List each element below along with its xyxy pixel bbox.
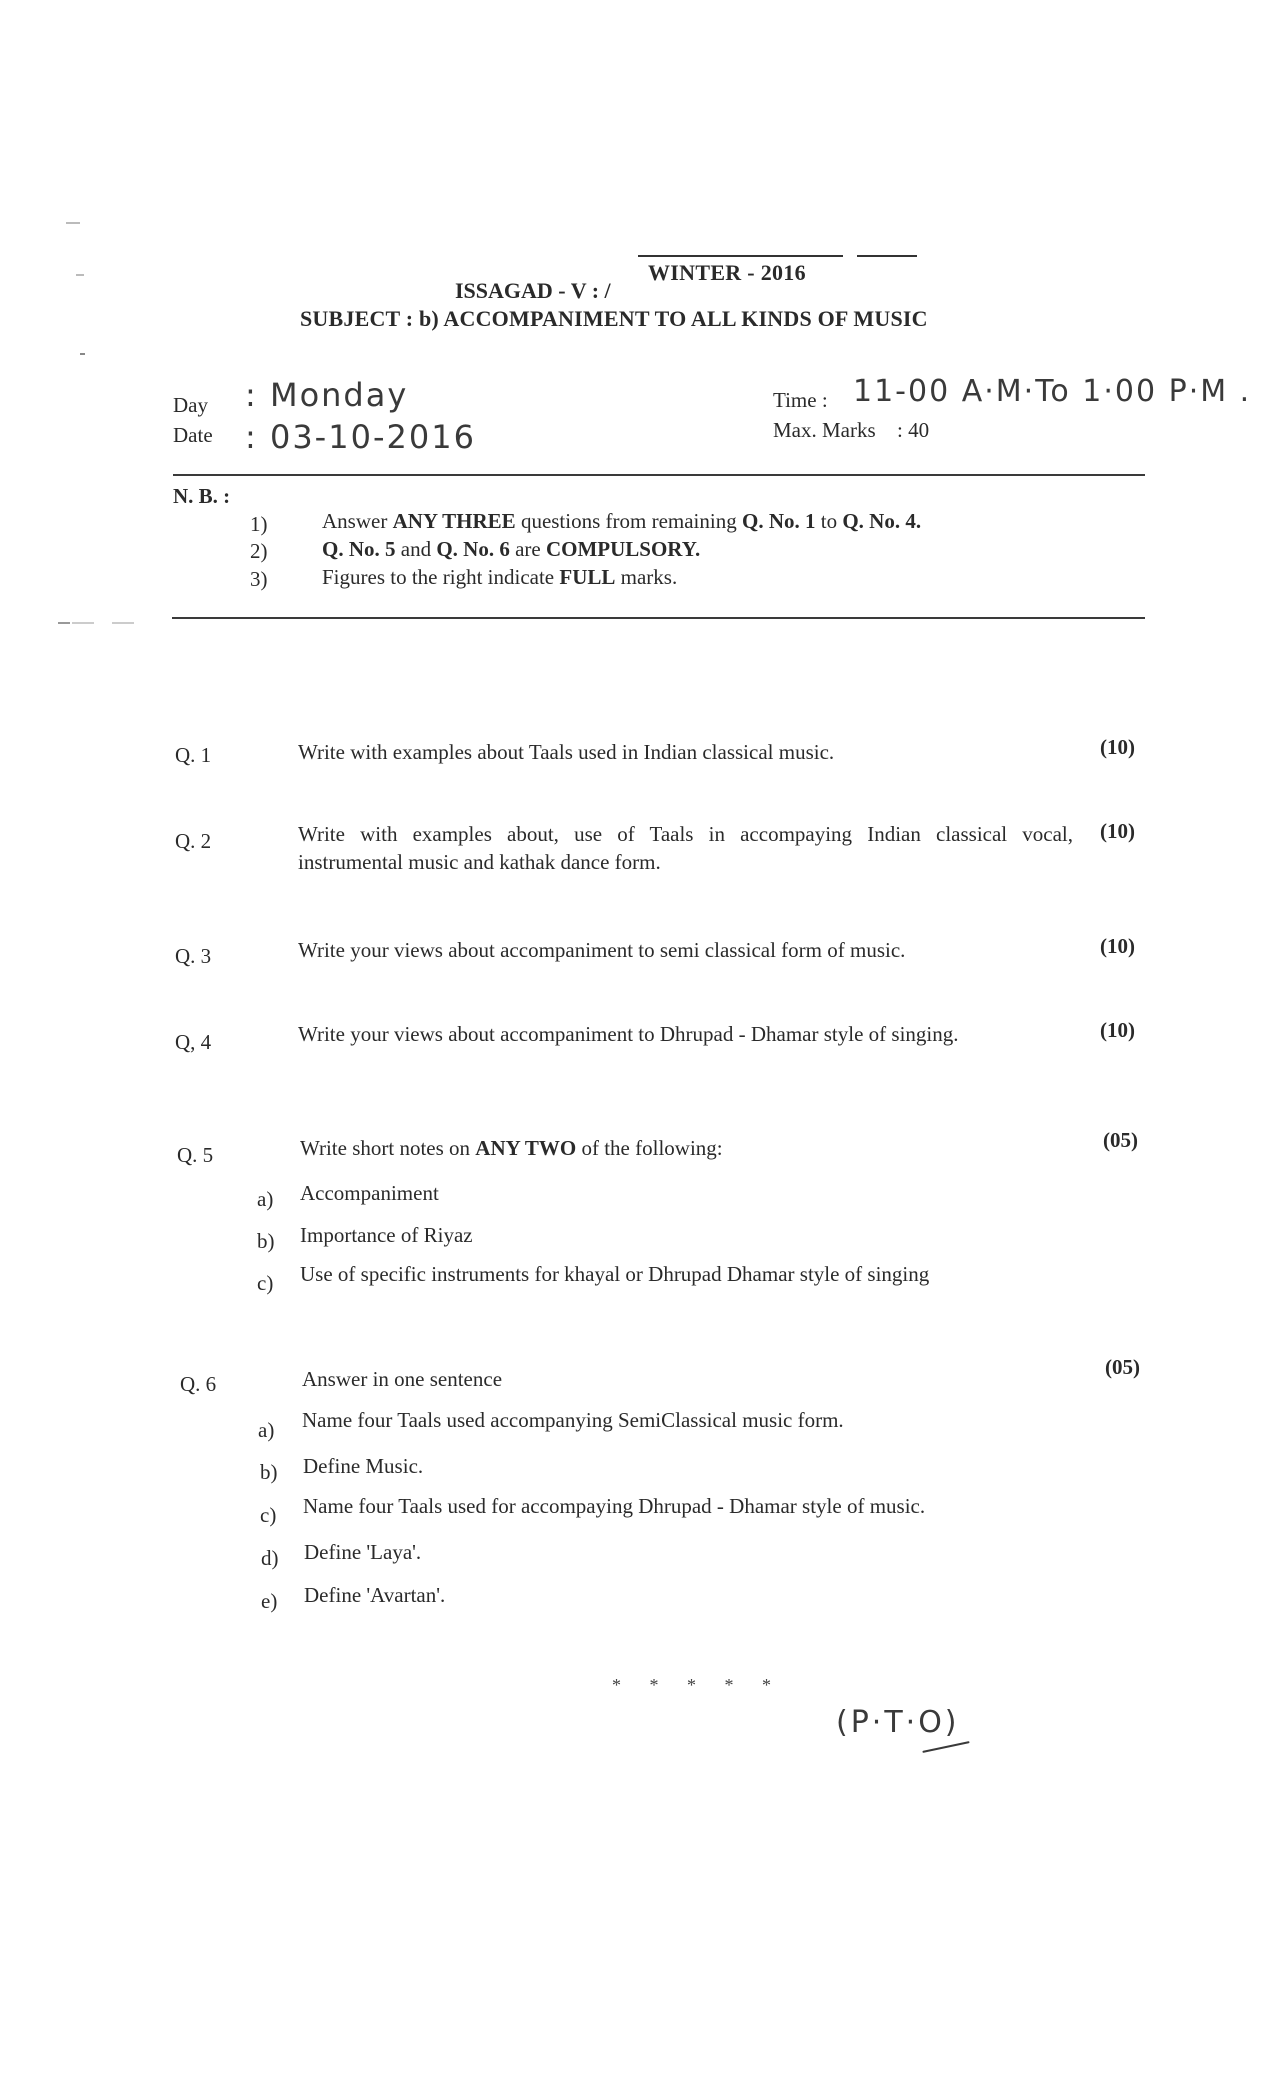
note-text: questions from remaining — [515, 509, 742, 533]
sub-question-letter: a) — [257, 1187, 274, 1211]
note-text: are — [509, 537, 546, 561]
sub-question-text: Define 'Laya'. — [304, 1540, 422, 1564]
header-rule-left — [638, 255, 843, 257]
question-marks: (10) — [1100, 934, 1135, 958]
sub-question-text: Define 'Avartan'. — [304, 1583, 446, 1607]
sub-question-text: Name four Taals used accompanying SemiClassical music form. — [302, 1408, 844, 1432]
end-of-paper-stars: * * * * * — [612, 1675, 783, 1695]
time-label: Time : — [773, 388, 828, 412]
question-number: Q, 4 — [175, 1030, 212, 1054]
note-number: 1) — [250, 512, 268, 536]
scan-mark — [58, 622, 70, 624]
course-code: ISSAGAD - V : / — [455, 278, 611, 303]
scan-mark — [112, 622, 134, 624]
date-value: : 03-10-2016 — [245, 418, 476, 456]
sub-question-text: Use of specific instruments for khayal or Dhrupad Dhamar style of singing — [300, 1262, 930, 1286]
notes-bottom-rule — [172, 617, 1145, 619]
scan-mark — [66, 222, 80, 224]
sub-question-letter: b) — [257, 1229, 275, 1253]
note-emphasis: FULL — [559, 565, 616, 589]
question-text — [300, 1134, 723, 1162]
subject-title: SUBJECT : b) ACCOMPANIMENT TO ALL KINDS OF MUSIC — [300, 306, 928, 331]
note-text: marks. — [615, 565, 678, 589]
question-number: Q. 6 — [180, 1372, 217, 1396]
note-emphasis: Q. No. 1 — [741, 509, 816, 533]
pto-underline-stroke — [922, 1741, 969, 1753]
time-value: 11-00 A·M·To 1·00 P·M . — [853, 374, 1252, 409]
day-value: : Monday — [245, 376, 409, 414]
sub-question-letter: e) — [261, 1589, 278, 1613]
date-label: Date — [173, 423, 213, 447]
note-emphasis: Q. No. 5 — [322, 537, 396, 561]
note-number: 3) — [250, 567, 268, 591]
note-text: to — [815, 509, 843, 533]
note-emphasis: Q. No. 4. — [842, 509, 922, 533]
question-marks: (05) — [1103, 1128, 1138, 1152]
question-text-part: of the following: — [576, 1136, 723, 1160]
sub-question-letter: b) — [260, 1460, 278, 1484]
note-emphasis: COMPULSORY. — [545, 537, 701, 561]
sub-question-text: Importance of Riyaz — [300, 1223, 473, 1247]
note-text: and — [395, 537, 437, 561]
question-number: Q. 1 — [175, 743, 212, 767]
question-text: Write your views about accompaniment to semi classical form of music. — [298, 938, 906, 962]
note-emphasis: Q. No. 6 — [436, 537, 510, 561]
exam-session: WINTER - 2016 — [648, 260, 806, 285]
question-marks: (05) — [1105, 1355, 1140, 1379]
notes-top-rule — [173, 474, 1145, 476]
scan-mark — [76, 274, 84, 276]
question-text: Write with examples about Taals used in Indian classical music. — [298, 740, 835, 764]
note-2 — [322, 537, 700, 562]
note-text: Answer — [322, 509, 393, 533]
question-marks: (10) — [1100, 735, 1135, 759]
note-text: Figures to the right indicate — [322, 565, 560, 589]
question-marks: (10) — [1100, 1018, 1135, 1042]
notes-label: N. B. : — [173, 484, 231, 508]
question-number: Q. 3 — [175, 944, 212, 968]
day-label: Day — [173, 393, 208, 417]
note-number: 2) — [250, 539, 268, 563]
header-rule-right — [857, 255, 917, 257]
sub-question-text: Accompaniment — [300, 1181, 439, 1205]
sub-question-letter: c) — [257, 1271, 274, 1295]
question-emphasis: ANY TWO — [475, 1136, 577, 1160]
sub-question-text: Define Music. — [303, 1454, 424, 1478]
question-text: Answer in one sentence — [302, 1367, 503, 1391]
scan-mark — [72, 622, 94, 624]
scan-mark — [80, 353, 85, 355]
sub-question-letter: d) — [261, 1546, 279, 1570]
question-number: Q. 5 — [177, 1143, 214, 1167]
question-number: Q. 2 — [175, 829, 212, 853]
max-marks-label: Max. Marks — [773, 418, 876, 442]
note-3 — [322, 565, 677, 590]
note-1 — [322, 509, 921, 534]
please-turn-over-note: (P·T·O) — [836, 1705, 960, 1740]
sub-question-text: Name four Taals used for accompaying Dhrupad - Dhamar style of music. — [303, 1494, 926, 1518]
sub-question-letter: a) — [258, 1418, 275, 1442]
note-emphasis: ANY THREE — [392, 509, 516, 533]
question-text: Write with examples about, use of Taals in accompaying Indian classical vocal, instrumental music and kathak dance form. — [298, 822, 1073, 874]
max-marks-value: : 40 — [897, 418, 930, 442]
question-marks: (10) — [1100, 819, 1135, 843]
question-text-part: Write short notes on — [300, 1136, 476, 1160]
sub-question-letter: c) — [260, 1503, 277, 1527]
question-text: Write your views about accompaniment to Dhrupad - Dhamar style of singing. — [298, 1022, 959, 1046]
